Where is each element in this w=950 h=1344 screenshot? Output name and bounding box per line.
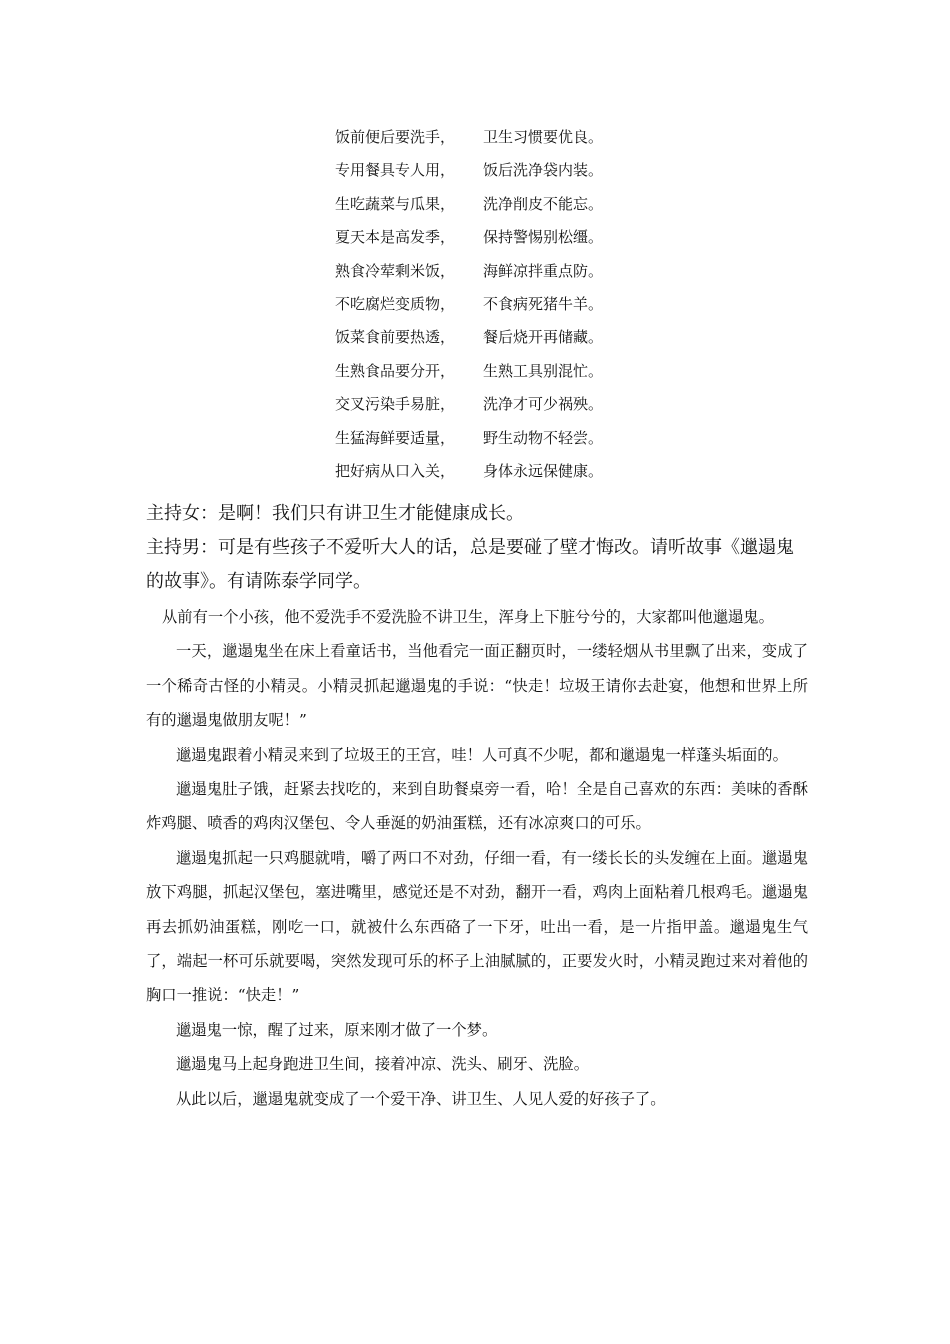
story <box>146 600 808 1116</box>
poem-line: 饭前便后要洗手， 卫生习惯要优良。 <box>335 128 604 146</box>
poem-line: 饭菜食前要热透， 餐后烧开再储藏。 <box>335 328 604 347</box>
poem-line: 生猛海鲜要适量， 野生动物不轻尝。 <box>335 428 604 447</box>
story-paragraph: 从前有一个小孩，他不爱洗手不爱洗脸不讲卫生，浑身上下脏兮兮的，大家都叫他邋遢鬼。 <box>162 608 774 626</box>
host-female-line: 主持女：是啊！我们只有讲卫生才能健康成长。 <box>146 503 524 524</box>
poem <box>335 121 635 488</box>
poem-line: 生熟食品要分开， 生熟工具别混忙。 <box>335 361 604 380</box>
story-paragraph: 邋遢鬼马上起身跑进卫生间，接着冲凉、洗头、刷牙、洗脸。 <box>176 1055 590 1074</box>
poem-line: 专用餐具专人用， 饭后洗净袋内装。 <box>335 161 604 180</box>
poem-line: 夏天本是高发季， 保持警惕别松缰。 <box>335 228 604 247</box>
poem-line: 交叉污染手易脏， 洗净才可少祸殃。 <box>335 395 604 414</box>
poem-line: 生吃蔬菜与瓜果， 洗净削皮不能忘。 <box>335 194 604 213</box>
poem-line: 把好病从口入关， 身体永远保健康。 <box>335 461 604 480</box>
story-paragraph: 邋遢鬼一惊，醒了过来，原来刚才做了一个梦。 <box>176 1020 498 1039</box>
poem-line: 不吃腐烂变质物， 不食病死猪牛羊。 <box>335 294 604 313</box>
host-male-line: 主持男：可是有些孩子不爱听大人的话，总是要碰了壁才悔改。请听故事《邋遢鬼的故事》。有请陈泰学同学。 <box>146 537 794 592</box>
story-paragraph: 从此以后，邋遢鬼就变成了一个爱干净、讲卫生、人见人爱的好孩子了。 <box>176 1089 666 1108</box>
poem-line: 熟食冷荤剩米饭， 海鲜凉拌重点防。 <box>335 261 604 280</box>
story-paragraph: 一天，邋遢鬼坐在床上看童话书，当他看完一面正翻页时，一缕轻烟从书里飘了出来，变成了一个稀奇古怪的小精灵。小精灵抓起邋遢鬼的手说：“快走！垃圾王请你去赴宴，他想和世界上所有的邋遢鬼做朋友呢！” <box>146 642 808 730</box>
story-paragraph: 邋遢鬼肚子饿，赶紧去找吃的，来到自助餐桌旁一看，哈！全是自己喜欢的东西：美味的香酥炸鸡腿、喷香的鸡肉汉堡包、令人垂涎的奶油蛋糕，还有冰凉爽口的可乐。 <box>146 780 808 833</box>
story-paragraph: 邋遢鬼跟着小精灵来到了垃圾王的王宫，哇！人可真不少呢，都和邋遢鬼一样蓬头垢面的。 <box>176 745 788 764</box>
story-paragraph: 邋遢鬼抓起一只鸡腿就啃，嚼了两口不对劲，仔细一看，有一缕长长的头发缠在上面。邋遢鬼放下鸡腿，抓起汉堡包，塞进嘴里，感觉还是不对劲，翻开一看，鸡肉上面粘着几根鸡毛。邋遢鬼再去抓奶油蛋糕，刚吃一口，就被什么东西硌了一下牙，吐出一看，是一片指甲盖。邋遢鬼生气了，端起一杯可乐就要喝，突然发现可乐的杯子上油腻腻的，正要发火时，小精灵跑过来对着他的胸口一推说：“快走！” <box>146 848 808 1005</box>
